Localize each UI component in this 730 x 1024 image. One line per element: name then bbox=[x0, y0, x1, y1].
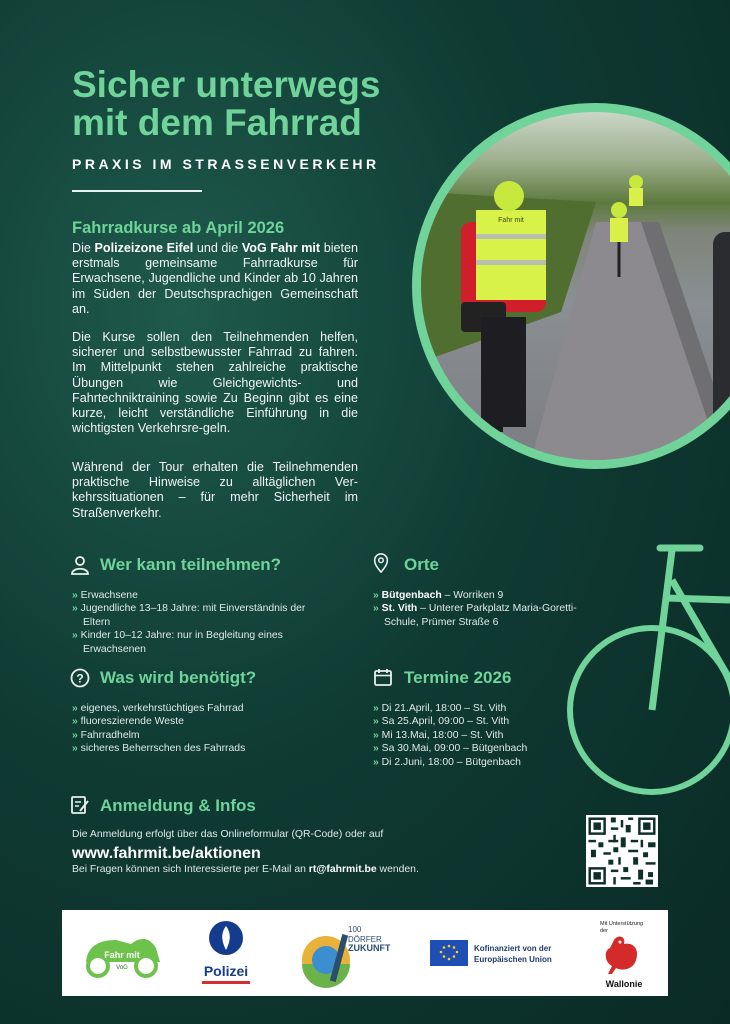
dorfer-logo-text-2: ZUKUNFT bbox=[348, 943, 391, 953]
intro-paragraph-1: Die Polizeizone Eifel und die VoG Fahr mit bieten erstmals gemeinsame Fahrradkurse für Erwachsene, Jugendliche und Kinder ab 10 Jahren im Süden der Deutschsprachigen Gemeinschaft an. bbox=[72, 241, 359, 316]
list-item: » Di 2.Juni, 18:00 – Bütgenbach bbox=[373, 756, 521, 768]
contact-text: Bei Fragen können sich Interessierte per E-Mail an rt@fahrmit.be wenden. bbox=[72, 864, 419, 875]
intro-heading: Fahrradkurse ab April 2026 bbox=[72, 219, 285, 237]
title-line-2: mit dem Fahrrad bbox=[72, 102, 362, 143]
wallonie-logo-caption: Mit Unterstützung bbox=[600, 921, 644, 927]
list-item: » Kinder 10–12 Jahre: nur in Begleitung eines Erwachsenen bbox=[72, 630, 283, 655]
was-heading: Was wird benötigt? bbox=[100, 668, 257, 687]
fahrmit-logo-text: Fahr mit bbox=[104, 950, 140, 960]
person-icon bbox=[70, 555, 90, 575]
location-pin-icon bbox=[371, 553, 391, 573]
termine-heading: Termine 2026 bbox=[404, 668, 512, 687]
registration-link[interactable]: www.fahrmit.be/aktionen bbox=[72, 845, 261, 862]
vog-name: VoG Fahr mit bbox=[241, 241, 321, 255]
page-title bbox=[72, 66, 452, 142]
list-item: » Sa 25.April, 09:00 – St. Vith bbox=[373, 716, 510, 728]
wallonie-logo-caption-2: der bbox=[600, 928, 608, 934]
qr-code[interactable] bbox=[586, 815, 658, 887]
calendar-icon bbox=[373, 667, 393, 687]
title-divider bbox=[72, 190, 202, 192]
list-item: » eigenes, verkehrstüchtiges Fahrrad bbox=[72, 703, 244, 714]
cyclists-photo bbox=[412, 103, 730, 469]
edit-form-icon bbox=[70, 795, 90, 815]
vest-logo-text: Fahr mit bbox=[498, 217, 524, 224]
dorfer-logo-text-1: DÖRFER bbox=[348, 935, 382, 944]
wallonie-logo bbox=[594, 916, 654, 992]
eu-logo-text-2: Europäischen Union bbox=[474, 955, 552, 964]
list-item: » Bütgenbach – Worriken 9 bbox=[373, 590, 504, 601]
polizei-logo-text: Polizei bbox=[203, 963, 249, 979]
bicycle-icon bbox=[560, 540, 730, 800]
list-item: » sicheres Beherrschen des Fahrrads bbox=[72, 743, 246, 755]
was-list bbox=[72, 702, 322, 756]
sponsor-logo-bar bbox=[62, 910, 668, 996]
intro-paragraph-3: Während der Tour erhalten die Teilnehmenden praktische Hinweise zu alltäglichen Ver-kehrssituationen – für mehr Sicherheit im Straßenverkehr. bbox=[72, 460, 358, 520]
anmeldung-heading: Anmeldung & Infos bbox=[100, 796, 256, 815]
registration-text: Die Anmeldung erfolgt über das Onlineformular (QR-Code) oder auf bbox=[72, 829, 384, 840]
fahrmit-logo-subtext: VoG bbox=[116, 965, 128, 971]
list-item: » St. Vith – Unterer Parkplatz Maria-Goretti-Schule, Prümer Straße 6 bbox=[373, 603, 577, 628]
fahrmit-logo bbox=[76, 922, 166, 984]
list-item: » fluoreszierende Weste bbox=[72, 716, 184, 728]
wer-heading: Wer kann teilnehmen? bbox=[100, 555, 282, 574]
eu-logo-text-1: Kofinanziert von der bbox=[474, 944, 552, 953]
orte-heading: Orte bbox=[404, 555, 439, 574]
list-item: » Di 21.April, 18:00 – St. Vith bbox=[373, 703, 507, 714]
wer-list bbox=[72, 589, 322, 656]
intro-paragraph-2: Die Kurse sollen den Teilnehmenden helfen, sicherer und selbstbewusster Fahrrad zu fahren. Im Mittelpunkt stehen zahlreiche praktische Übungen wie Gleichgewichts- und Fahrtechniktraining sowie Zu Beginn gibt es eine kurze, leicht verständliche Einführung in die wichtigsten Verkehrsre-geln. bbox=[72, 330, 358, 436]
list-item: » Jugendliche 13–18 Jahre: mit Einverständnis der Eltern bbox=[72, 603, 306, 628]
title-line-1: Sicher unterwegs bbox=[72, 64, 381, 105]
list-item: » Erwachsene bbox=[72, 590, 138, 601]
dorfer-logo-number: 100 bbox=[348, 925, 362, 934]
polizeizone-name: Polizeizone Eifel bbox=[94, 241, 194, 255]
wallonie-logo-text: Wallonie bbox=[605, 979, 643, 989]
termine-list bbox=[373, 702, 573, 769]
question-icon bbox=[70, 668, 90, 688]
contact-email-link[interactable]: rt@fahrmit.be bbox=[308, 864, 377, 875]
subtitle: PRAXIS IM STRASSENVERKEHR bbox=[72, 156, 380, 172]
svg-text:?: ? bbox=[76, 671, 84, 686]
dorfer-zukunft-logo bbox=[296, 918, 396, 990]
list-item: » Sa 30.Mai, 09:00 – Bütgenbach bbox=[373, 743, 528, 755]
cyclists-illustration bbox=[421, 112, 730, 460]
list-item: » Mi 13.Mai, 18:00 – St. Vith bbox=[373, 729, 504, 741]
eu-cofunding-logo bbox=[430, 938, 570, 968]
polizei-logo bbox=[194, 918, 258, 988]
list-item: » Fahrradhelm bbox=[72, 729, 140, 741]
